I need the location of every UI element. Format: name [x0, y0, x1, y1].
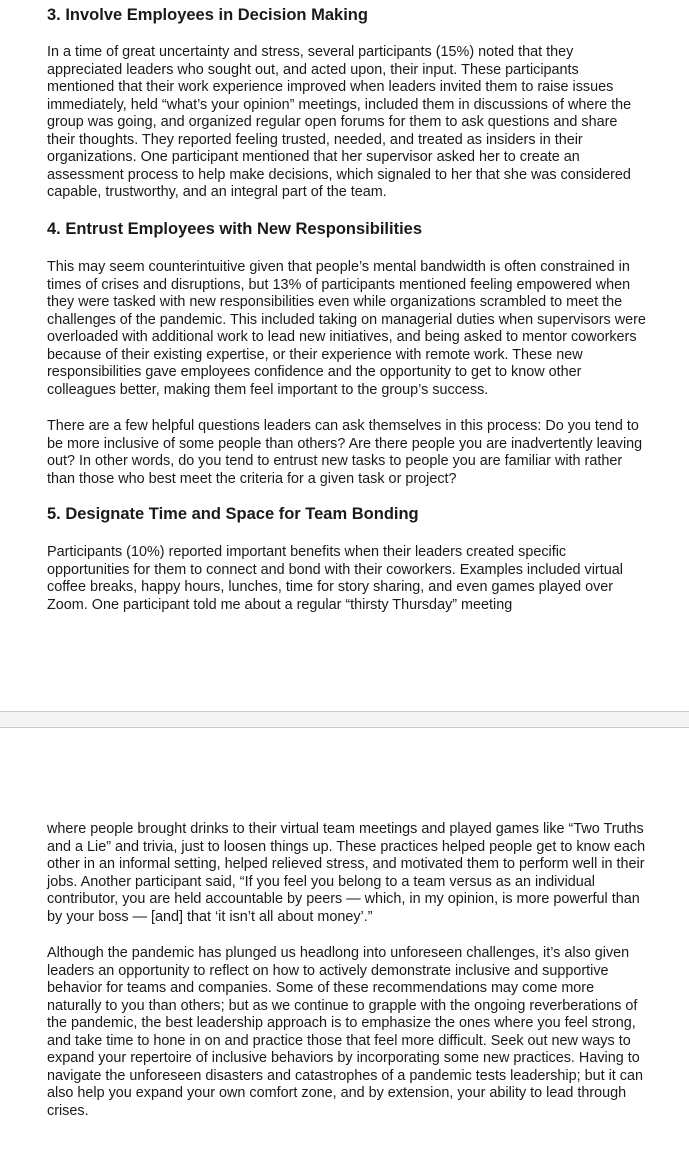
section-4-paragraph-1: This may seem counterintuitive given that people’s mental bandwidth is often constrained in times of crises and disruptions, but 13% of participants mentioned feeling empowered when they were tasked with new responsibilities even while organizations scrambled to meet the challenges of the pandemic. This included taking on managerial duties when supervisors were overloaded with additional work to lead new initiatives, and being asked to mentor coworkers because of their existing expertise, or their experience with remote work. These new responsibilities gave employees confidence and the opportunity to get to know other colleagues better, making them feel important to the group’s success.	[47, 259, 646, 398]
section-5-paragraph-2: Although the pandemic has plunged us headlong into unforeseen challenges, it’s also given leaders an opportunity to reflect on how to actively demonstrate inclusive and supportive behavior for teams and companies. Some of these recommendations may come more naturally to you than others; but as we continue to grapple with the ongoing reverberations of the pandemic, the best leadership approach is to emphasize the ones where you feel strong, and take time to hone in on and practice those that feel more difficult. Seek out new ways to expand your repertoire of inclusive behaviors by incorporating some new practices. Having to navigate the unforeseen disasters and catastrophes of a pandemic tests leadership; but it can also help you expand your own comfort zone, and by extension, your ability to lead through crises.	[47, 945, 643, 1119]
section-4-heading: 4. Entrust Employees with New Responsibilities	[47, 220, 423, 238]
section-3	[47, 5, 647, 25]
section-5-paragraph-1-continued: where people brought drinks to their virtual team meetings and played games like “Two Truths and a Lie” and trivia, just to loosen things up. These practices helped people get to know each other in an informal setting, helped relieved stress, and motivated them to perform well in their jobs. Another participant said, “If you feel you belong to a team versus as an individual contributor, you are held accountable by peers — which, in my opinion, is more powerful than by your boss — [and] that ‘it isn’t all about money’.”	[47, 821, 646, 925]
section-5-heading: 5. Designate Time and Space for Team Bonding	[47, 505, 419, 523]
section-5	[47, 504, 647, 524]
section-4-paragraph-2: There are a few helpful questions leaders can ask themselves in this process: Do you tend to be more inclusive of some people than others? Are there people you are inadvertently leaving out? In other words, do you tend to entrust new tasks to people you are familiar with rather than those who best meet the criteria for a given task or project?	[47, 418, 643, 487]
section-4	[47, 219, 647, 239]
page-break	[0, 711, 689, 728]
section-3-heading: 3. Involve Employees in Decision Making	[47, 6, 368, 24]
section-5-paragraph-1-start: Participants (10%) reported important benefits when their leaders created specific opportunities for them to connect and bond with their coworkers. Examples included virtual coffee breaks, happy hours, lunches, time for story sharing, and even games played over Zoom. One participant told me about a regular “thirsty Thursday” meeting	[47, 544, 623, 613]
section-3-paragraph: In a time of great uncertainty and stress, several participants (15%) noted that they appreciated leaders who sought out, and acted upon, their input. These participants mentioned that their work experience improved when leaders invited them to raise issues immediately, held “what’s your opinion” meetings, included them in discussions of where the group was going, and organized regular open forums for them to ask questions and share their thoughts. They reported feeling trusted, needed, and treated as insiders in their organizations. One participant mentioned that her supervisor asked her to create an assessment process to help make decisions, which signaled to her that she was considered capable, trustworthy, and an integral part of the team.	[47, 44, 632, 200]
page-2	[0, 728, 689, 1165]
